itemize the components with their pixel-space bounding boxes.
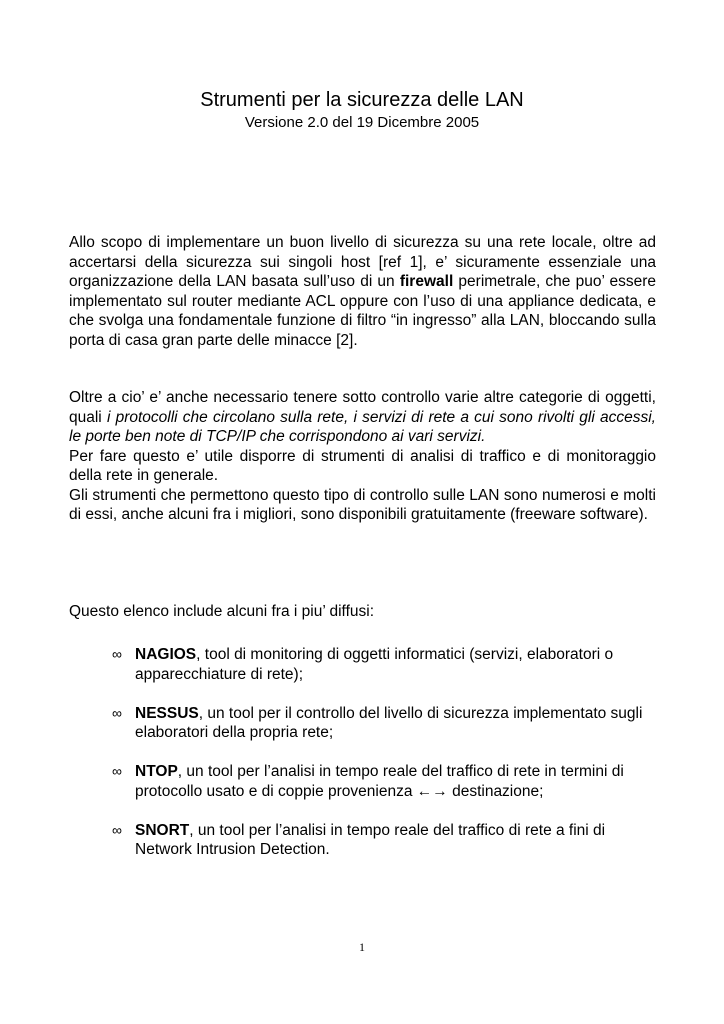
tool-name: NESSUS xyxy=(135,704,199,722)
paragraph-tools-italic: i protocolli che circolano sulla rete, i servizi di rete a cui sono rivolti gli accessi, le porte ben note di TCP/IP che corrispondono ai vari servizi. xyxy=(69,408,656,445)
infinity-bullet-icon: ∞ xyxy=(112,821,122,838)
tool-name: SNORT xyxy=(135,821,190,839)
paragraph-tools-second: Per fare questo e’ utile disporre di strumenti di analisi di traffico e di monitoraggio della rete in generale. xyxy=(69,447,656,484)
tool-desc: , tool di monitoring di oggetti informatici (servizi, elaboratori o apparecchiature di rete); xyxy=(135,646,614,683)
tool-name: NTOP xyxy=(135,763,178,780)
paragraph-intro-text-a: Allo scopo di implementare un buon livello di sicurezza su una rete locale, oltre ad accertarsi della sicurezza sui singoli host [ref 1], e’ sicuramente essenziale una organizzazione della LAN basata sull’uso di un xyxy=(69,234,656,290)
infinity-bullet-icon: ∞ xyxy=(112,646,122,662)
paragraph-tools-first xyxy=(69,388,656,447)
infinity-bullet-icon: ∞ xyxy=(112,763,122,779)
paragraph-tools xyxy=(69,388,656,525)
tool-desc: , un tool per l’analisi in tempo reale del traffico di rete a fini di Network Intrusion Detection. xyxy=(135,821,606,858)
paragraph-tools-text: Oltre a cio’ e’ anche necessario tenere sotto controllo varie altre categorie di oggetti, quali xyxy=(69,389,656,426)
paragraph-intro-text-b: perimetrale, che puo’ essere implementato sul router mediante ACL oppure con l’uso di una appliance dedicata, e che svolga una fondamentale funzione di filtro “in ingresso” alla LAN, bloccando sulla porta di casa gran parte delle minacce [2]. xyxy=(69,273,656,349)
tool-name: NAGIOS xyxy=(135,646,197,663)
list-item xyxy=(112,762,656,801)
tool-desc: , un tool per il controllo del livello di sicurezza implementato sugli elaboratori della propria rete; xyxy=(135,704,643,741)
list-item xyxy=(112,704,656,743)
list-item xyxy=(112,821,656,860)
paragraph-tools-third: Gli strumenti che permettono questo tipo di controllo sulle LAN sono numerosi e molti di essi, anche alcuni fra i migliori, sono disponibili gratuitamente (freeware software). xyxy=(69,486,656,523)
page-number: 1 xyxy=(359,940,365,954)
tool-desc: , un tool per l’analisi in tempo reale del traffico di rete in termini di protocollo usato e di coppie provenienza ←→ destinazione; xyxy=(135,763,624,800)
document-title: Strumenti per la sicurezza delle LAN xyxy=(200,89,524,111)
tool-list xyxy=(112,645,656,879)
infinity-bullet-icon: ∞ xyxy=(112,704,122,721)
paragraph-intro xyxy=(69,233,656,350)
paragraph-list-intro: Questo elenco include alcuni fra i piu’ diffusi: xyxy=(69,603,375,620)
document-subtitle: Versione 2.0 del 19 Dicembre 2005 xyxy=(244,114,480,131)
firewall-term: firewall xyxy=(399,273,454,290)
list-item xyxy=(112,645,656,684)
